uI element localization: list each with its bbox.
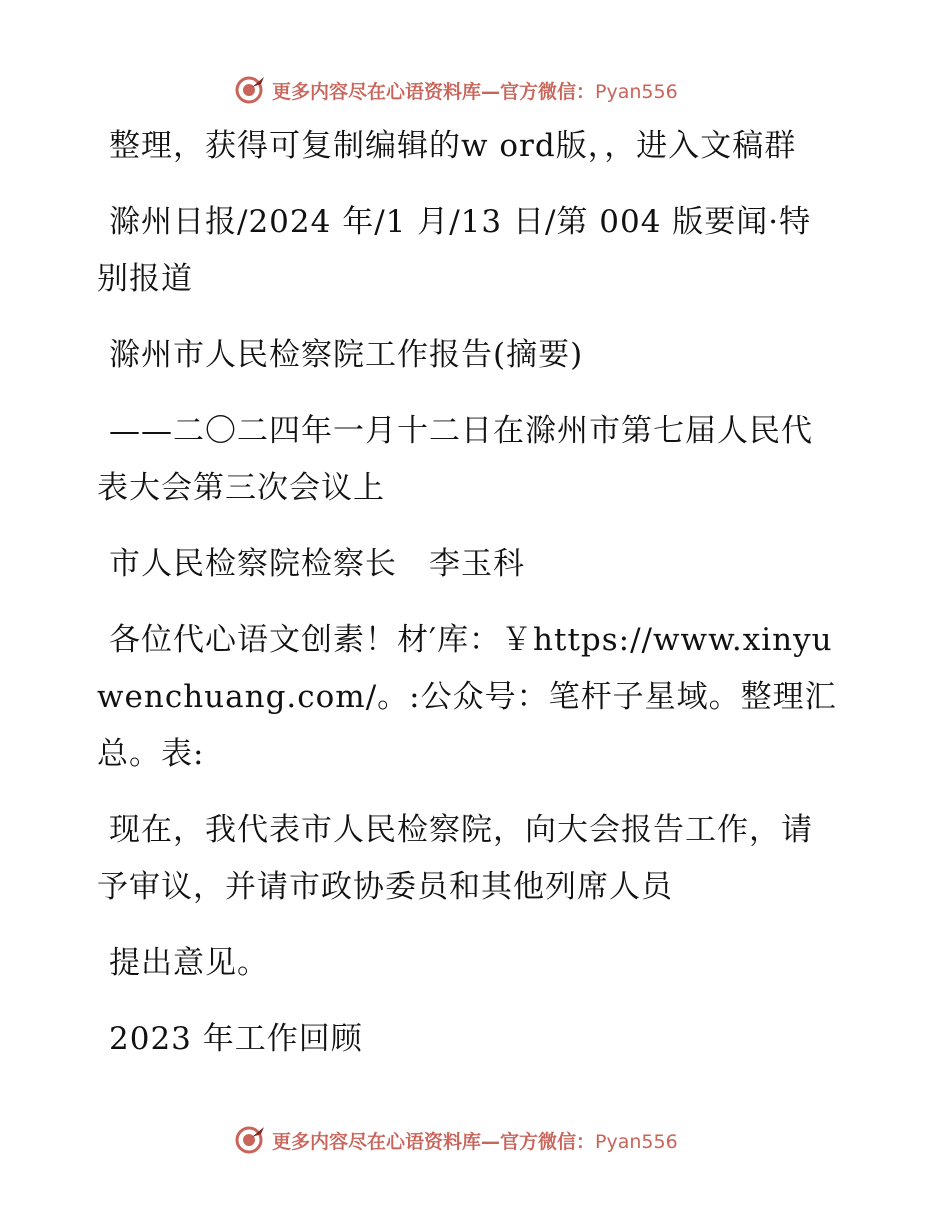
paragraph-section-heading: 2023 年工作回顾 [109,1021,363,1057]
paragraph-body-1: 现在，我代表市人民检察院，向大会报告工作，请予审议，并请市政协委员和其他列席人员 [97,812,813,905]
paragraph-body-2: 提出意见。 [109,945,269,981]
pen-logo-icon [234,1124,266,1156]
paragraph-notice: 各位代心语文创素！材′库：￥https://www.xinyuwenchuang.com/。:公众号：笔杆子星域。整理汇总。表: [97,622,837,772]
paragraph-subtitle: ——二〇二四年一月十二日在滁州市第七届人民代表大会第三次会议上 [97,413,813,506]
header-watermark-banner [234,72,678,108]
paragraph-intro: 整理，获得可复制编辑的w ord版，，进入文稿群 [109,128,797,164]
footer-watermark-banner [234,1122,678,1158]
paragraph-author: 市人民检察院检察长 李玉科 [109,546,525,582]
document-body [97,118,837,1087]
banner-text: 更多内容尽在心语资料库—官方微信：Pyan556 [272,1130,678,1153]
banner-text: 更多内容尽在心语资料库—官方微信：Pyan556 [272,80,678,103]
paragraph-source: 滁州日报/2024 年/1 月/13 日/第 004 版要闻·特别报道 [97,204,812,297]
paragraph-title: 滁州市人民检察院工作报告(摘要) [109,337,584,373]
pen-logo-icon [234,74,266,106]
